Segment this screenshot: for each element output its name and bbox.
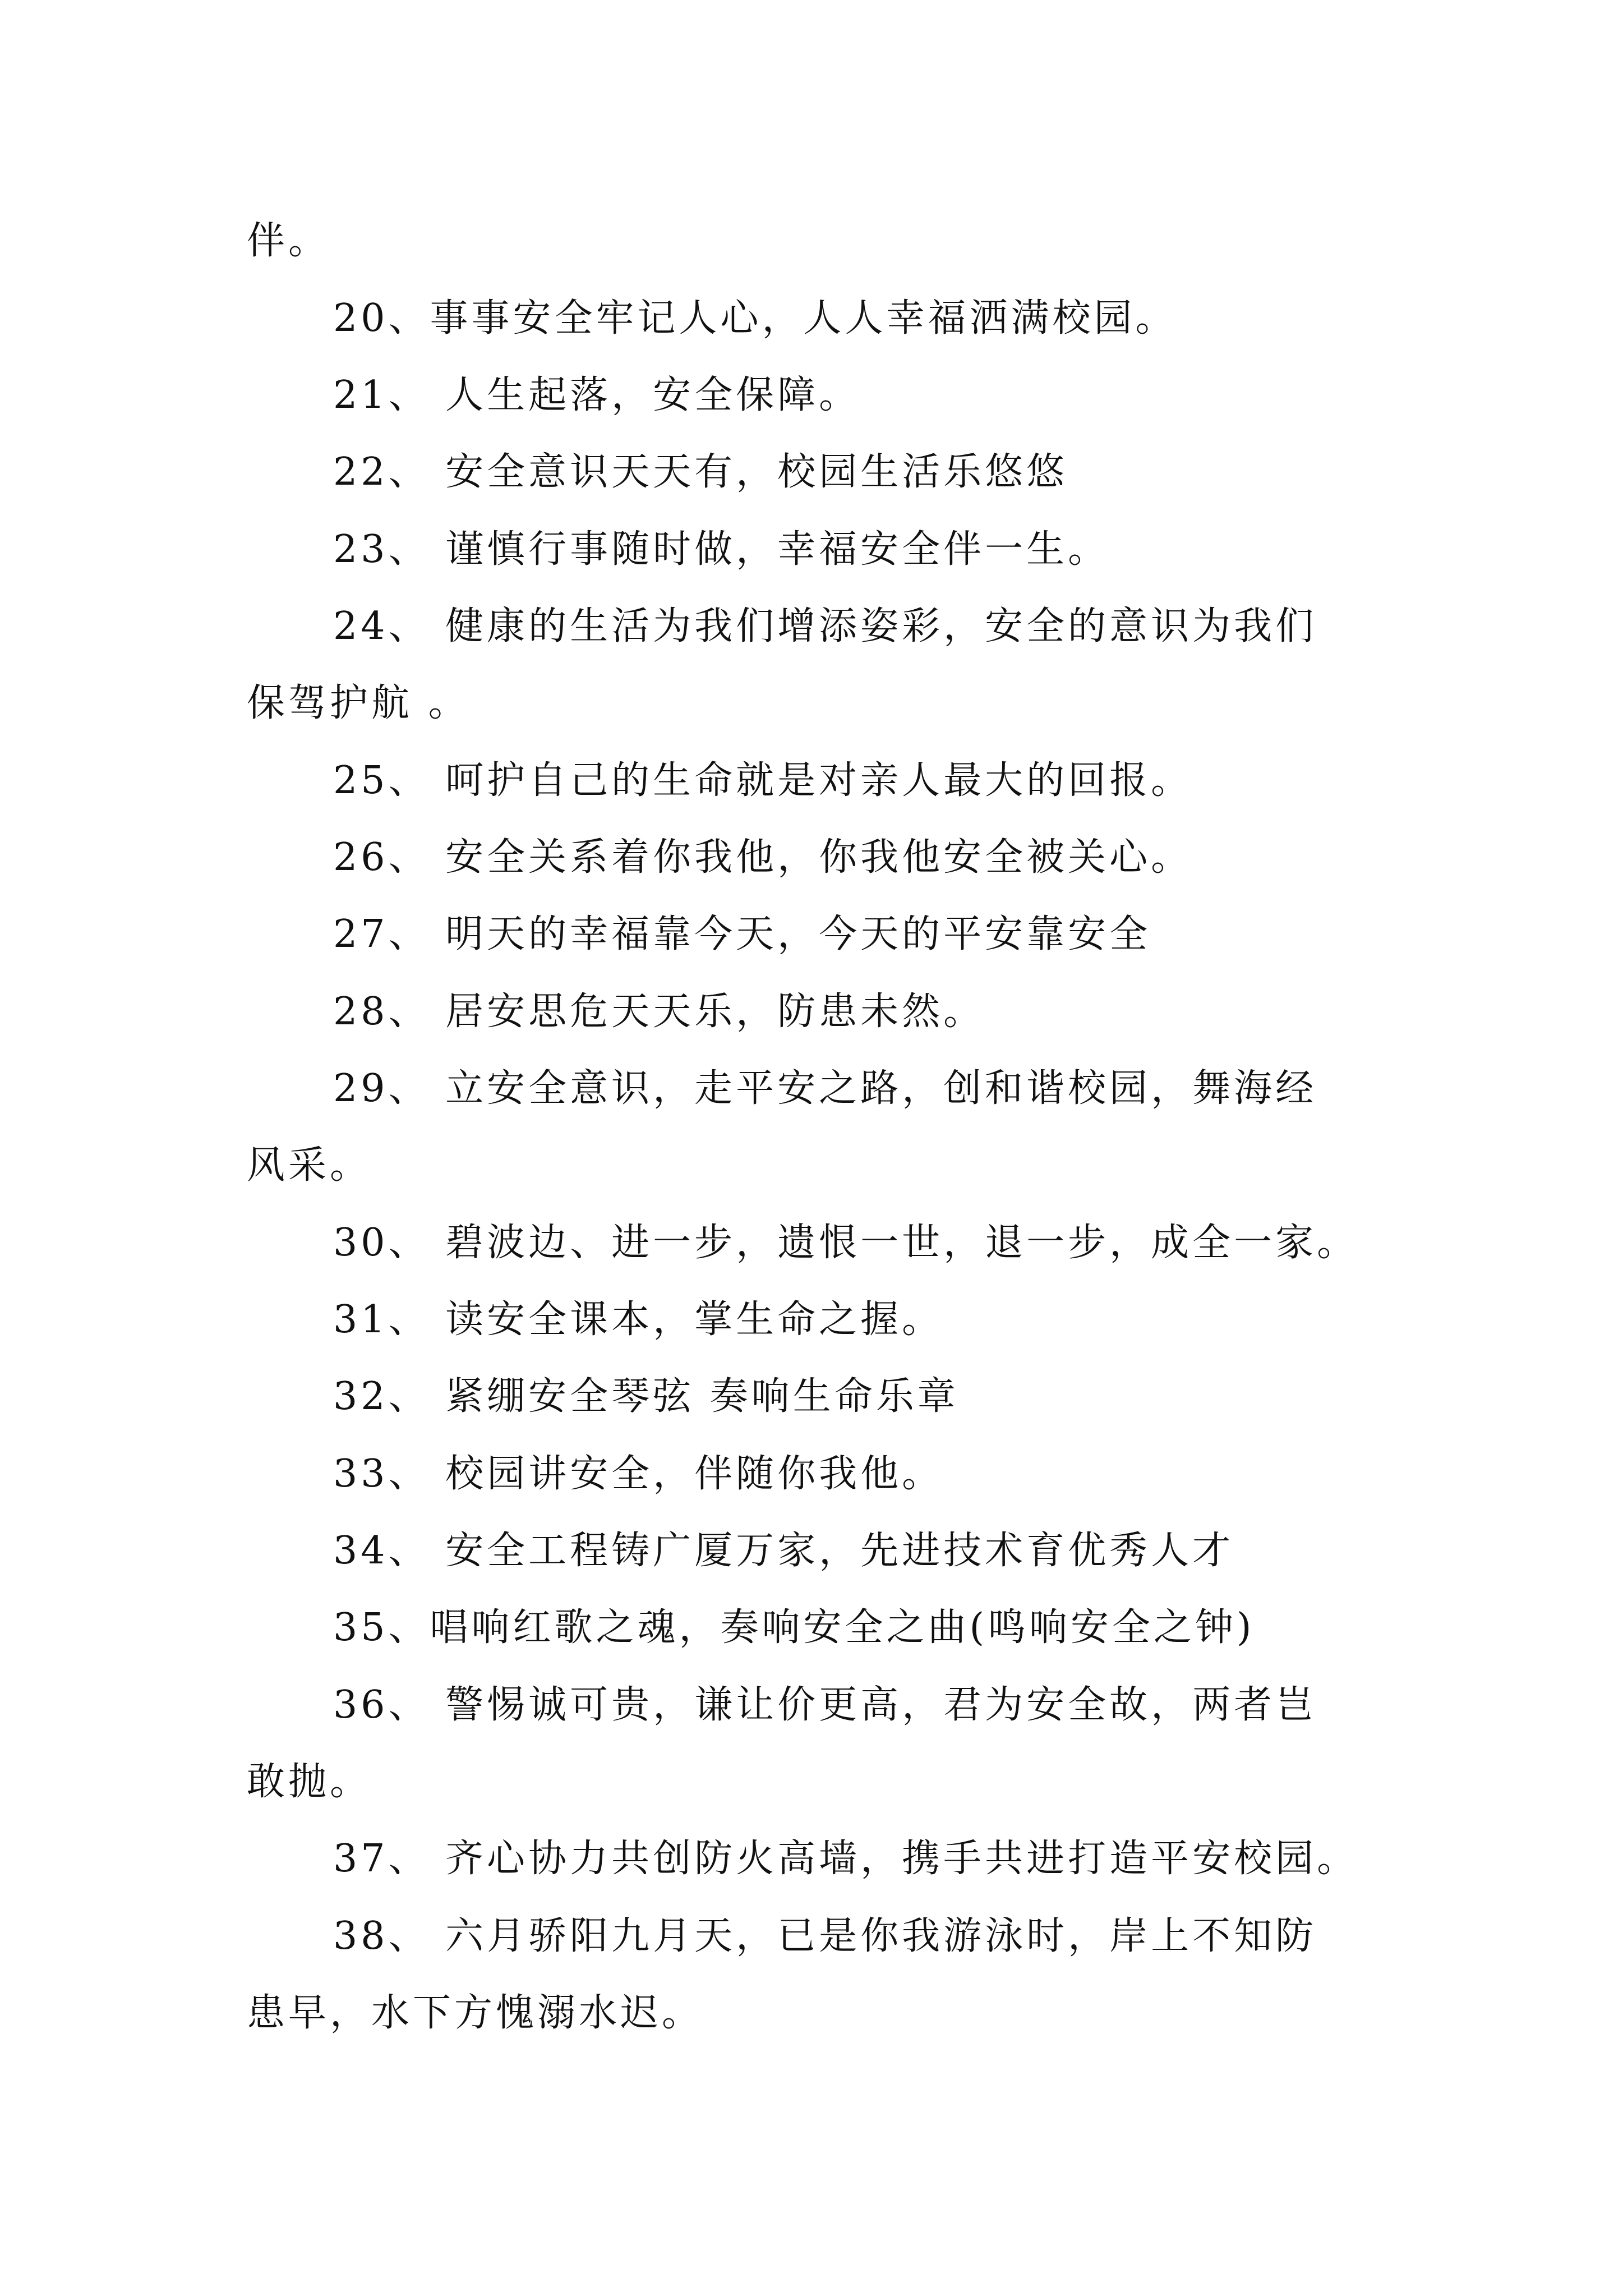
text-line: 23、 谨慎行事随时做，幸福安全伴一生。 <box>333 527 1110 572</box>
text-line: 35、唱响红歌之魂，奏响安全之曲(鸣响安全之钟) <box>333 1605 1255 1650</box>
text-line: 34、 安全工程铸广厦万家，先进技术育优秀人才 <box>333 1529 1234 1573</box>
text-line: 患早，水下方愧溺水迟。 <box>247 1991 704 2035</box>
text-line: 33、 校园讲安全，伴随你我他。 <box>333 1452 944 1496</box>
text-line: 26、 安全关系着你我他，你我他安全被关心。 <box>333 835 1193 880</box>
text-line: 22、 安全意识天天有，校园生活乐悠悠 <box>333 450 1068 494</box>
text-line: 32、 紧绷安全琴弦 奏响生命乐章 <box>333 1374 959 1419</box>
text-line: 37、 齐心协力共创防火高墙，携手共进打造平安校园。 <box>333 1837 1359 1881</box>
text-line: 伴。 <box>247 219 330 263</box>
text-line: 28、 居安思危天天乐，防患未然。 <box>333 990 985 1034</box>
text-line: 30、 碧波边、进一步，遗恨一世，退一步，成全一家。 <box>333 1221 1359 1265</box>
text-line: 27、 明天的幸福靠今天，今天的平安靠安全 <box>333 912 1151 956</box>
text-line: 25、 呵护自己的生命就是对亲人最大的回报。 <box>333 758 1193 803</box>
text-line: 24、 健康的生活为我们增添姿彩，安全的意识为我们 <box>333 604 1317 648</box>
text-line: 36、 警惕诚可贵，谦让价更高，君为安全故，两者岂 <box>333 1683 1317 1727</box>
text-line: 风采。 <box>247 1143 372 1188</box>
text-line: 敢抛。 <box>247 1760 372 1804</box>
text-line: 保驾护航 。 <box>247 681 470 725</box>
text-line: 20、事事安全牢记人心，人人幸福洒满校园。 <box>333 296 1177 341</box>
text-line: 31、 读安全课本，掌生命之握。 <box>333 1297 944 1342</box>
text-line: 38、 六月骄阳九月天，已是你我游泳时，岸上不知防 <box>333 1914 1317 1958</box>
text-line: 21、 人生起落，安全保障。 <box>333 373 861 417</box>
text-line: 29、 立安全意识，走平安之路，创和谐校园，舞海经 <box>333 1066 1317 1111</box>
